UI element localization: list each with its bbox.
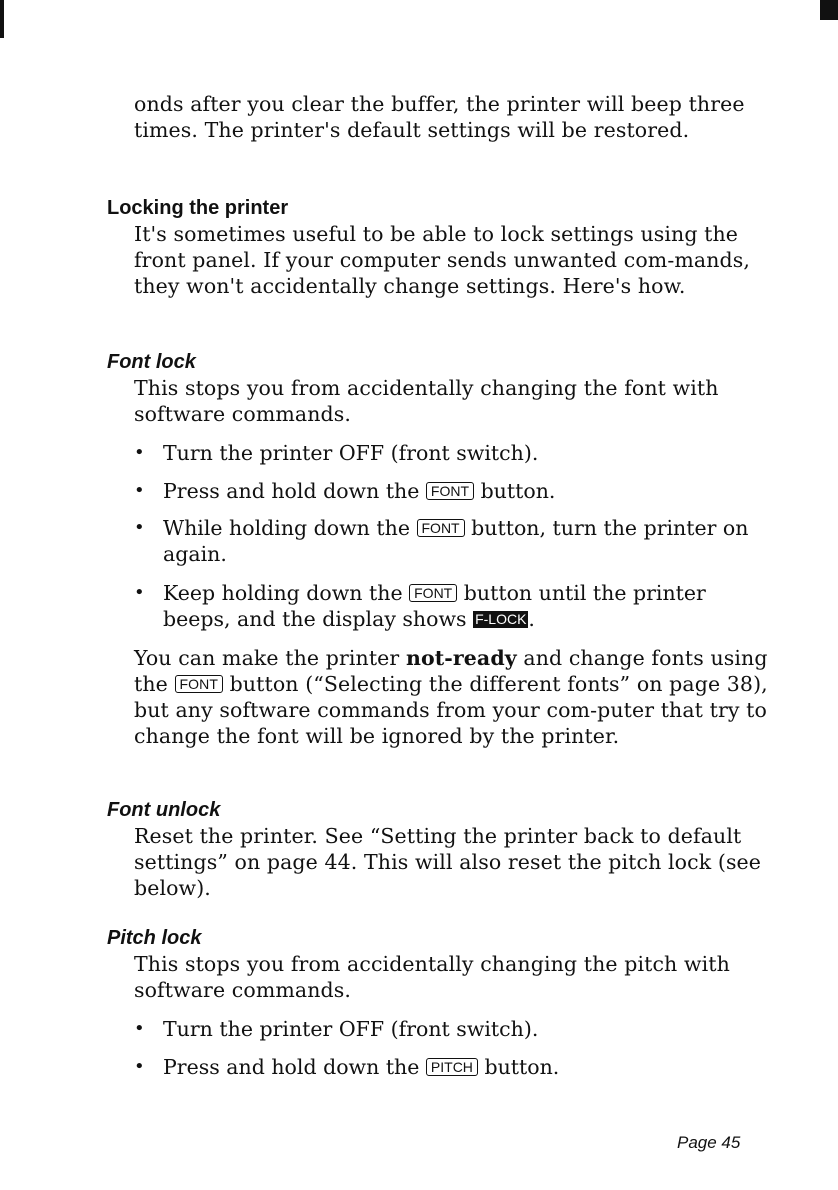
font-lock-step-2 [134,478,774,504]
f-lock-display-indicator: F-LOCK [475,611,527,627]
font-lock-note: You can make the printer not-ready and change fonts using the FONT button (“Selecting the different fonts” on page 38), but any software commands from your com-puter that try to change the font will be ignored by the printer. [134,646,768,748]
scan-edge-mark-left [0,0,4,38]
step-text: Keep holding down the FONT button until the printer beeps, and the display shows F-LOCK. [163,581,706,631]
font-key: FONT [409,584,457,602]
step-text: Press and hold down the PITCH button. [163,1055,560,1079]
pitch-lock-intro: This stops you from accidentally changing the pitch with software commands. [134,952,730,1002]
bullet-dot: • [134,480,145,501]
bullet-dot: • [134,582,145,603]
font-unlock-body: Reset the printer. See “Setting the printer back to default settings” on page 44. This will also reset the pitch lock (see below). [134,824,762,900]
locking-heading: Locking the printer [107,197,289,219]
pitch-lock-heading: Pitch lock [107,927,202,949]
font-key: FONT [417,519,465,537]
step-text: Press and hold down the FONT button. [163,479,556,503]
bullet-dot: • [134,1018,145,1039]
font-key: FONT [175,675,224,693]
bullet-dot: • [134,517,145,538]
font-lock-step-3 [134,515,774,567]
step-text: Turn the printer OFF (front switch). [163,1017,539,1041]
pitch-lock-step-2 [134,1054,774,1080]
font-lock-step-4 [134,580,774,632]
locking-body: It's sometimes useful to be able to lock settings using the front panel. If your computer sends unwanted com-mands, they won't accidentally change settings. Here's how. [134,222,750,298]
font-key: FONT [426,482,474,500]
font-lock-intro: This stops you from accidentally changing the font with software commands. [134,376,719,426]
bullet-dot: • [134,1056,145,1077]
font-lock-step-1 [134,440,774,466]
font-lock-heading: Font lock [107,351,196,373]
not-ready-emphasis: not-ready [405,646,517,670]
pitch-lock-step-1 [134,1016,774,1042]
font-unlock-heading: Font unlock [107,799,221,821]
step-text: While holding down the FONT button, turn the printer on again. [163,516,749,566]
page-number: Page 45 [677,1133,741,1152]
pitch-key: PITCH [426,1058,478,1076]
step-text: Turn the printer OFF (front switch). [163,441,539,465]
bullet-dot: • [134,442,145,463]
intro-paragraph: onds after you clear the buffer, the printer will beep three times. The printer's default settings will be restored. [134,92,745,142]
scan-edge-mark-right [820,0,838,20]
